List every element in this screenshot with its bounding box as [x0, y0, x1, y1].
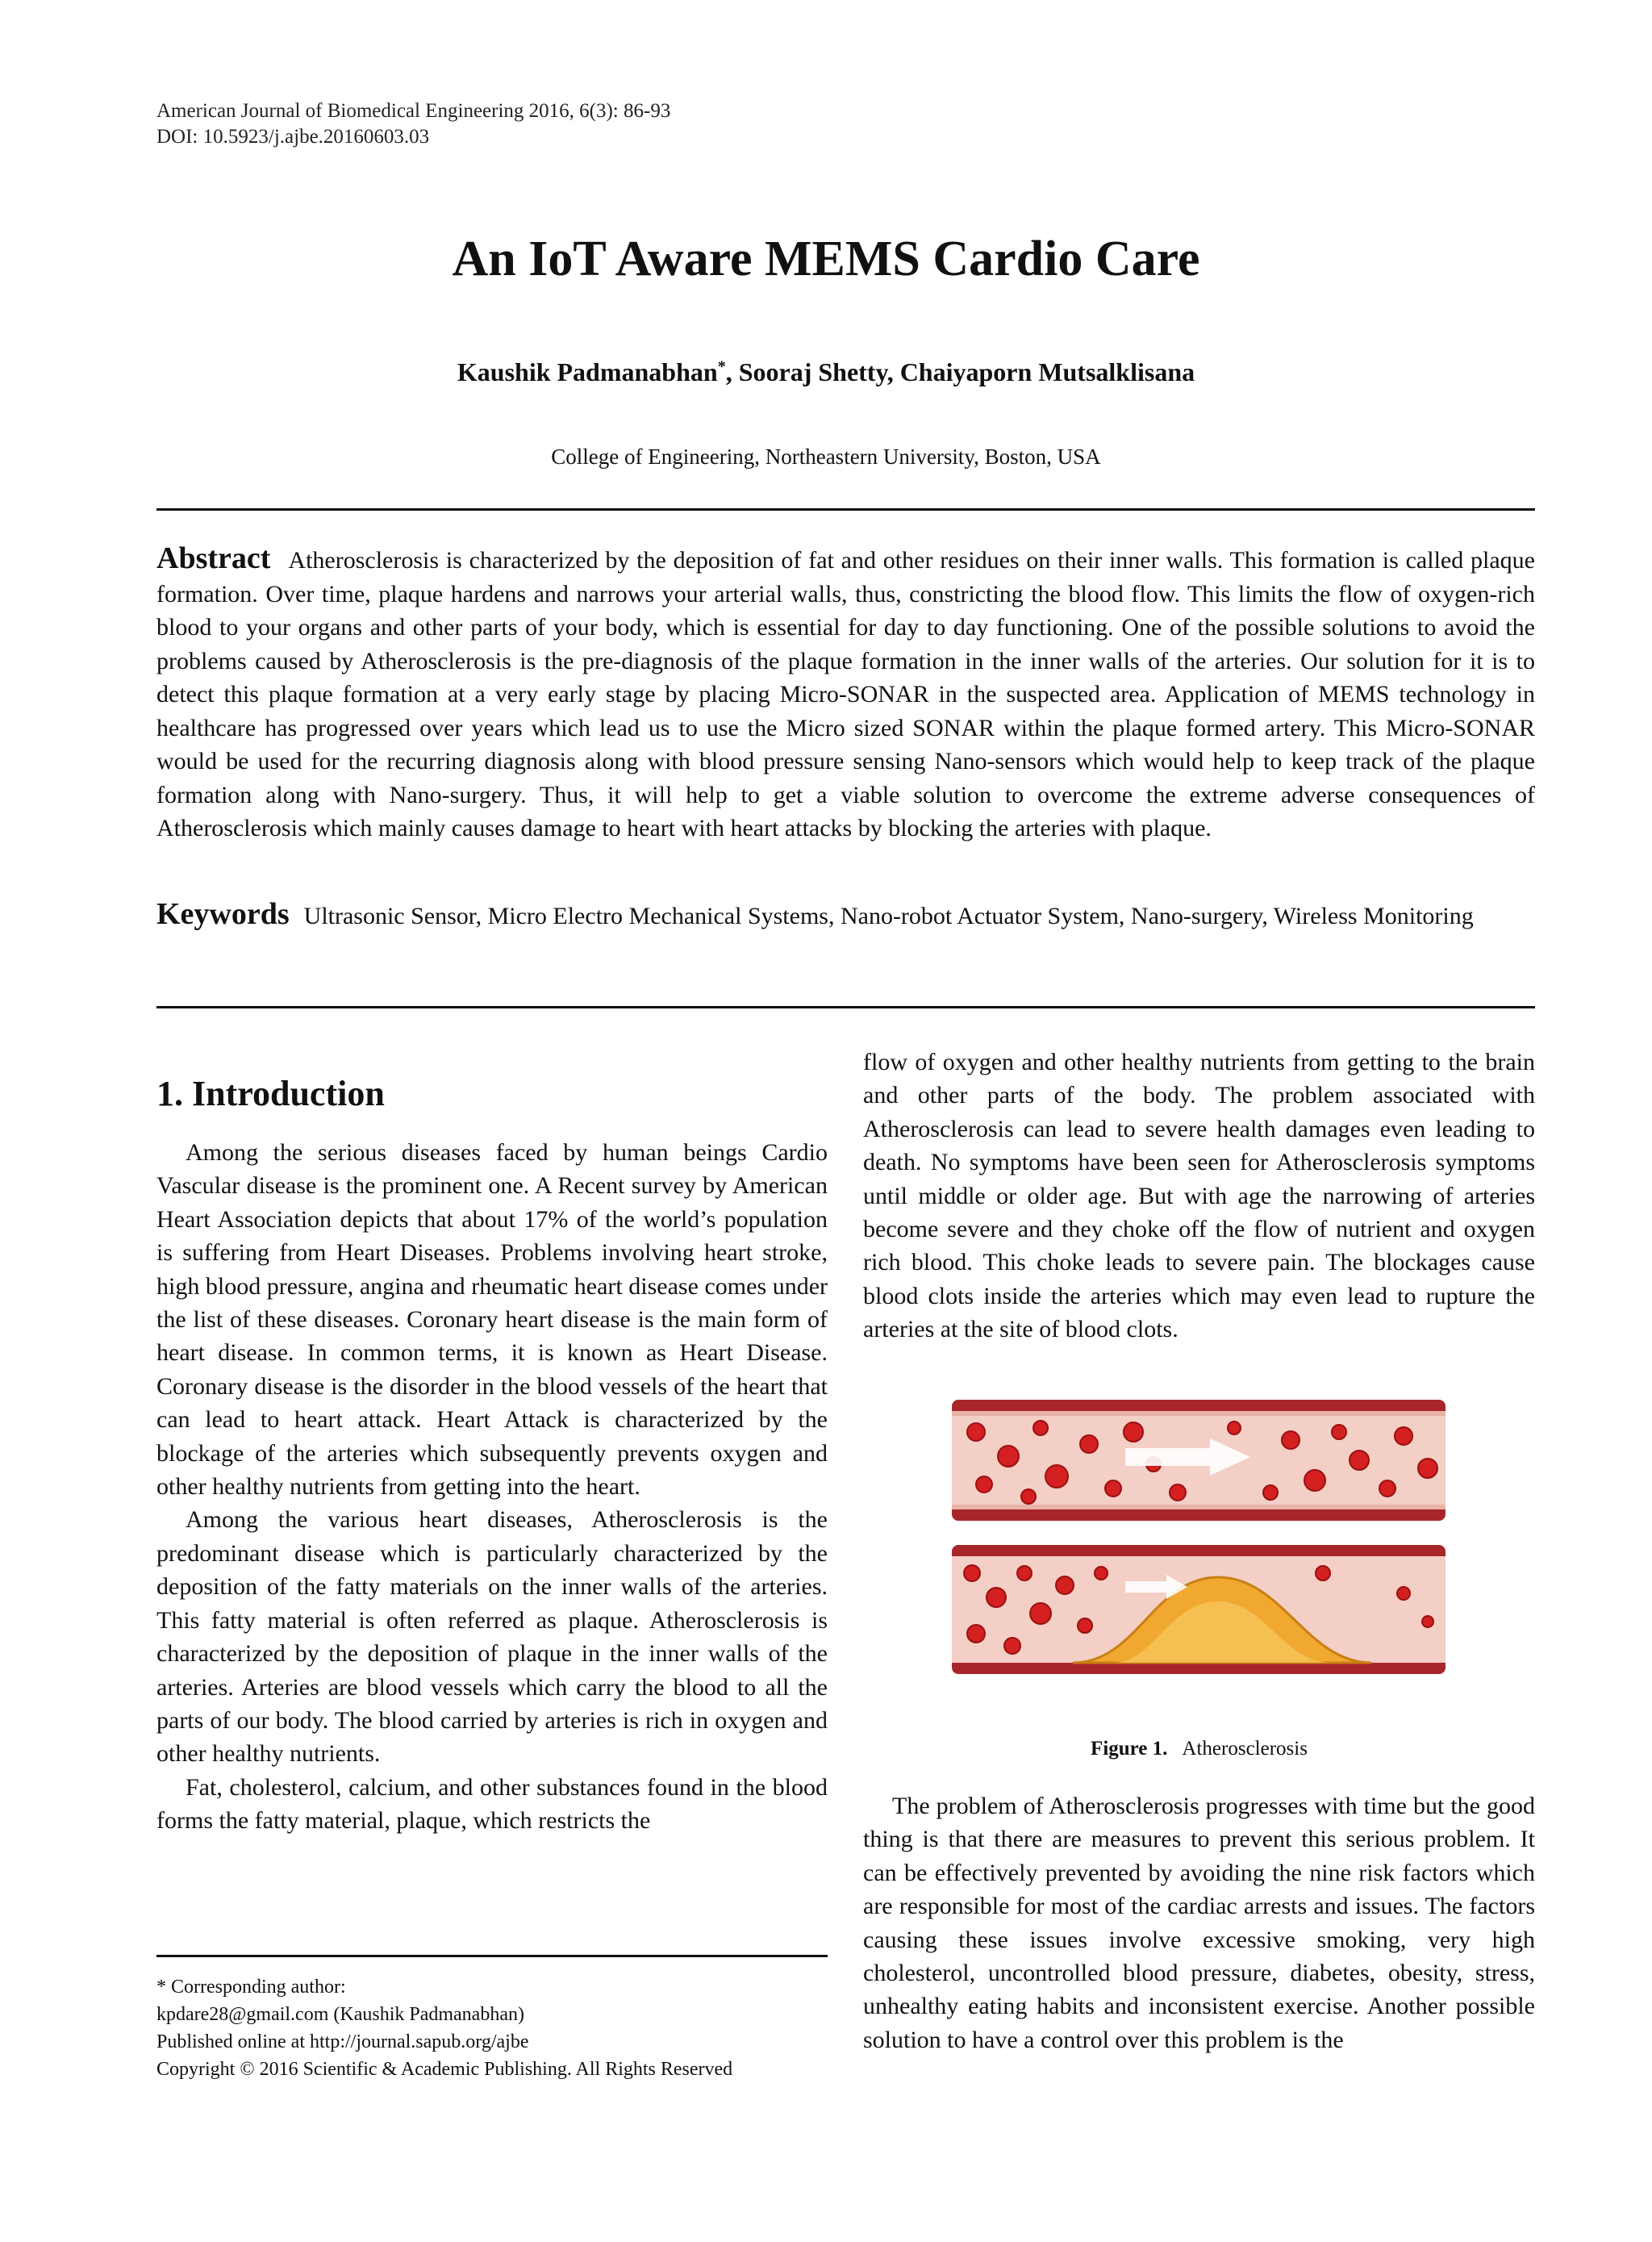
figure-label: Figure 1.: [1091, 1738, 1168, 1760]
abstract-text: Atherosclerosis is characterized by the deposition of fat and other residues on their inner walls. This formation is called plaque formation. Over time, plaque hardens and narrows your arterial walls, thus, constricting the blood flow. This limits the flow of oxygen-rich blood to your organs and other parts of your body, which is essential for day to day functioning. One of the possible solutions to avoid the problems caused by Atherosclerosis is the pre-diagnosis of the plaque formation in the inner walls of the arteries. Our solution for it is to detect this plaque formation at a very early stage by placing Micro-SONAR in the suspected area. Application of MEMS technology in healthcare has progressed over years which lead us to use the Micro sized SONAR within the plaque formed artery. This Micro-SONAR would be used for the recurring diagnosis along with blood pressure sensing Nano-sensors which would help to keep track of the plaque formation along with Nano-surgery. Thus, it will help to get a viable solution to overcome the extreme adverse consequences of Atherosclerosis which mainly causes damage to heart with heart attacks by blocking the arteries with plaque.: [156, 547, 1535, 841]
keywords-text: Ultrasonic Sensor, Micro Electro Mechanical Systems, Nano-robot Actuator System, Nano-surgery, Wireless Monitoring: [303, 903, 1474, 929]
abstract-label: Abstract: [156, 541, 271, 575]
bottom-divider: [156, 1006, 1535, 1008]
footnote-corresponding: * Corresponding author:: [156, 1977, 346, 1998]
artery-illustration: [952, 1400, 1446, 1689]
corresponding-mark: *: [717, 357, 726, 376]
author-rest: , Sooraj Shetty, Chaiyaporn Mutsalklisana: [725, 357, 1195, 386]
right-column-top: [863, 1046, 1535, 1346]
keywords: [156, 897, 1535, 933]
intro-paragraph-3: Fat, cholesterol, calcium, and other substances found in the blood forms the fatty material, plaque, which restricts the: [156, 1773, 828, 1835]
abstract: [156, 542, 1535, 845]
authors: [0, 357, 1652, 387]
right-column-bottom: [863, 1789, 1535, 2056]
footnote-email: kpdare28@gmail.com (Kaushik Padmanabhan): [156, 2004, 524, 2025]
author-first: Kaushik Padmanabhan: [457, 357, 718, 386]
left-column: [156, 1136, 828, 1838]
figure-caption: [863, 1738, 1535, 1760]
footnote: [156, 1973, 828, 2083]
keywords-label: Keywords: [156, 897, 290, 931]
section-heading-introduction: 1. Introduction: [156, 1074, 385, 1113]
affiliation: College of Engineering, Northeastern University, Boston, USA: [551, 445, 1101, 469]
top-divider: [156, 508, 1535, 511]
footnote-published: Published online at http://journal.sapub.org/ajbe: [156, 2031, 529, 2052]
journal-citation: American Journal of Biomedical Engineering 2016, 6(3): 86-93: [156, 100, 671, 122]
intro-paragraph-1: Among the serious diseases faced by human beings Cardio Vascular disease is the prominent one. A Recent survey by American Heart Association depicts that about 17% of the world’s population is suffering from Heart Diseases. Problems involving heart stroke, high blood pressure, angina and rheumatic heart disease comes under the list of these diseases. Coronary heart disease is the main form of heart disease. In common terms, it is known as Heart Disease. Coronary disease is the disorder in the blood vessels of the heart that can lead to heart attack. Heart Attack is characterized by the blockage of the arteries which subsequently prevents oxygen and other healthy nutrients from getting into the heart.: [156, 1139, 828, 1501]
paper-title: An IoT Aware MEMS Cardio Care: [452, 232, 1200, 286]
intro-paragraph-2: Among the various heart diseases, Atherosclerosis is the predominant disease which is particularly characterized by the deposition of the fatty materials on the inner walls of the arteries. This fatty material is often referred as plaque. Atherosclerosis is characterized by the deposition of plaque in the inner walls of the arteries. Arteries are blood vessels which carry the blood to all the parts of our body. The blood carried by arteries is rich in oxygen and other healthy nutrients.: [156, 1506, 828, 1768]
figure-caption-text: Atherosclerosis: [1182, 1738, 1308, 1760]
intro-paragraph-4: The problem of Atherosclerosis progresses with time but the good thing is that there are measures to prevent this serious problem. It can be effectively prevented by avoiding the nine risk factors which are responsible for most of the cardiac arrests and issues. The factors causing these issues involve excessive smoking, very high cholesterol, uncontrolled blood pressure, diabetes, obesity, stress, unhealthy eating habits and inconsistent exercise. Another possible solution to have a control over this problem is the: [863, 1793, 1535, 2053]
footnote-divider: [156, 1955, 828, 1957]
footnote-copyright: Copyright © 2016 Scientific & Academic Publishing. All Rights Reserved: [156, 2059, 733, 2080]
intro-paragraph-3-continued: flow of oxygen and other healthy nutrients from getting to the brain and other parts of the body. The problem associated with Atherosclerosis can lead to severe health damages even leading to death. No symptoms have been seen for Atherosclerosis symptoms until middle or older age. But with age the narrowing of arteries become severe and they choke off the flow of nutrient and oxygen rich blood. This choke leads to severe pain. The blockages cause blood clots inside the arteries which may even lead to rupture the arteries at the site of blood clots.: [863, 1049, 1535, 1343]
doi: DOI: 10.5923/j.ajbe.20160603.03: [156, 126, 430, 148]
figure-atherosclerosis: [952, 1400, 1446, 1689]
